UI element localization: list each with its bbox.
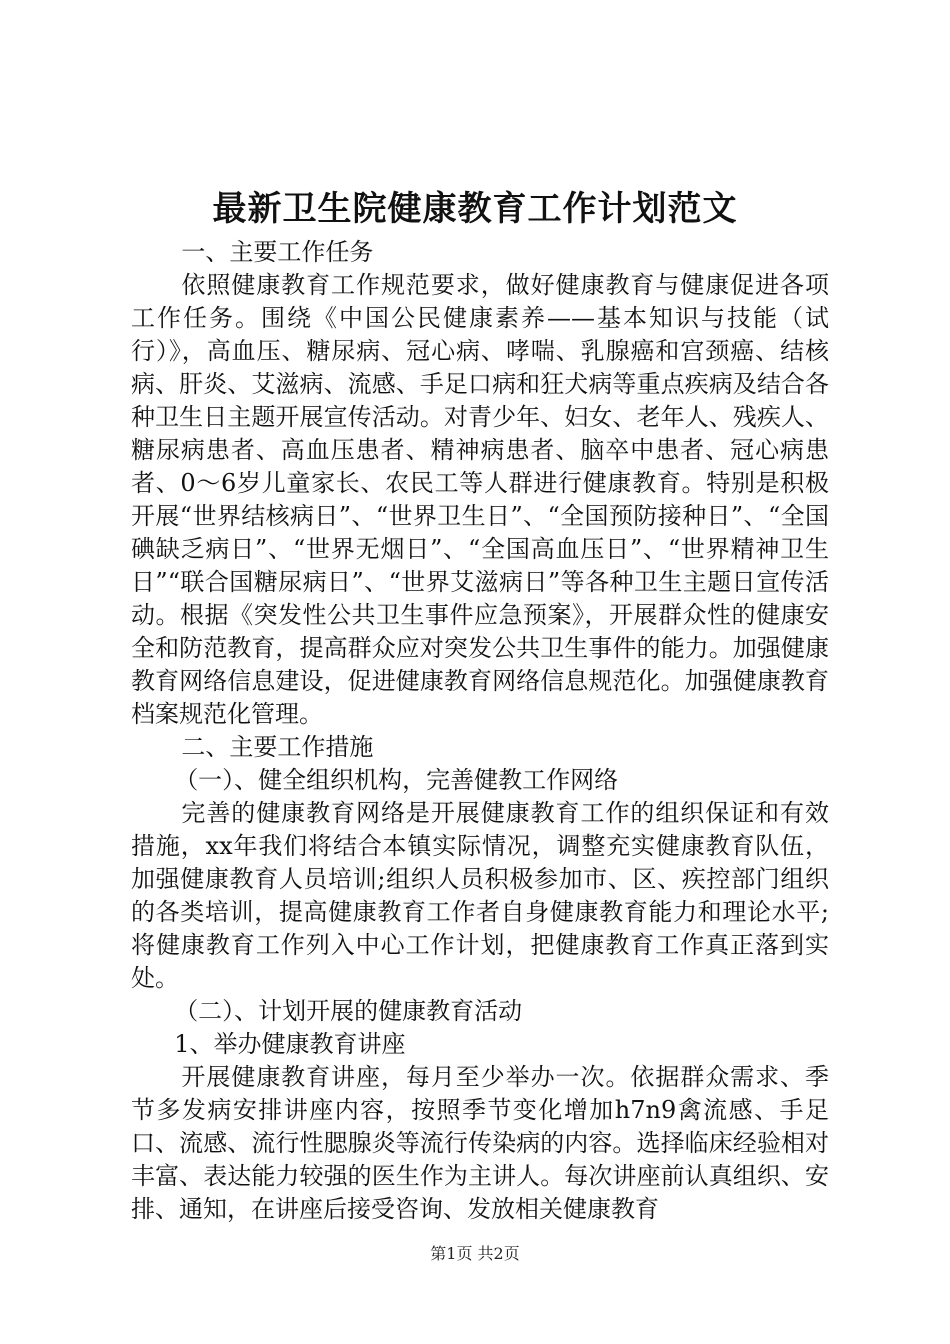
item-health-lectures: 1、举办健康教育讲座 — [174, 1030, 406, 1058]
section-heading-main-tasks: 一、主要工作任务 — [181, 238, 374, 266]
page-footer: 第1页 共2页 — [430, 1244, 520, 1263]
section-heading-main-measures: 二、主要工作措施 — [181, 733, 374, 761]
subheading-planned-activities: （二）、计划开展的健康教育活动 — [174, 997, 523, 1025]
paragraph-organization: 完善的健康教育网络是开展健康教育工作的组织保证和有效措施，xx年我们将结合本镇实际情况，调整充实健康教育队伍，加强健康教育人员培训;组织人员积极参加市、区、疾控部门组织的各类培训，提高健康教育工作者自身健康教育能力和理论水平;将健康教育工作列入中心工作计划，把健康教育工作真正落到实处。 — [131, 799, 829, 992]
paragraph-health-lectures: 开展健康教育讲座，每月至少举办一次。依据群众需求、季节多发病安排讲座内容，按照季节变化增加h7n9禽流感、手足口、流感、流行性腮腺炎等流行传染病的内容。选择临床经验相对丰富、表达能力较强的医生作为主讲人。每次讲座前认真组织、安排、通知，在讲座后接受咨询、发放相关健康教育 — [131, 1063, 829, 1223]
document-body — [131, 236, 829, 1226]
subheading-organization: （一）、健全组织机构，完善健教工作网络 — [174, 766, 619, 794]
document-title: 最新卫生院健康教育工作计划范文 — [212, 189, 738, 229]
paragraph-main-tasks: 依照健康教育工作规范要求，做好健康教育与健康促进各项工作任务。围绕《中国公民健康素养——基本知识与技能（试行）》，高血压、糖尿病、冠心病、哮喘、乳腺癌和宫颈癌、结核病、肝炎、艾滋病、流感、手足口病和狂犬病等重点疾病及结合各种卫生日主题开展宣传活动。对青少年、妇女、老年人、残疾人、糖尿病患者、高血压患者、精神病患者、脑卒中患者、冠心病患者、0～6岁儿童家长、农民工等人群进行健康教育。特别是积极开展“世界结核病日”、“世界卫生日”、“全国预防接种日”、“全国碘缺乏病日”、“世界无烟日”、“全国高血压日”、“世界精神卫生日”“联合国糖尿病日”、“世界艾滋病日”等各种卫生主题日宣传活动。根据《突发性公共卫生事件应急预案》，开展群众性的健康安全和防范教育，提高群众应对突发公共卫生事件的能力。加强健康教育网络信息建设，促进健康教育网络信息规范化。加强健康教育档案规范化管理。 — [131, 271, 829, 728]
